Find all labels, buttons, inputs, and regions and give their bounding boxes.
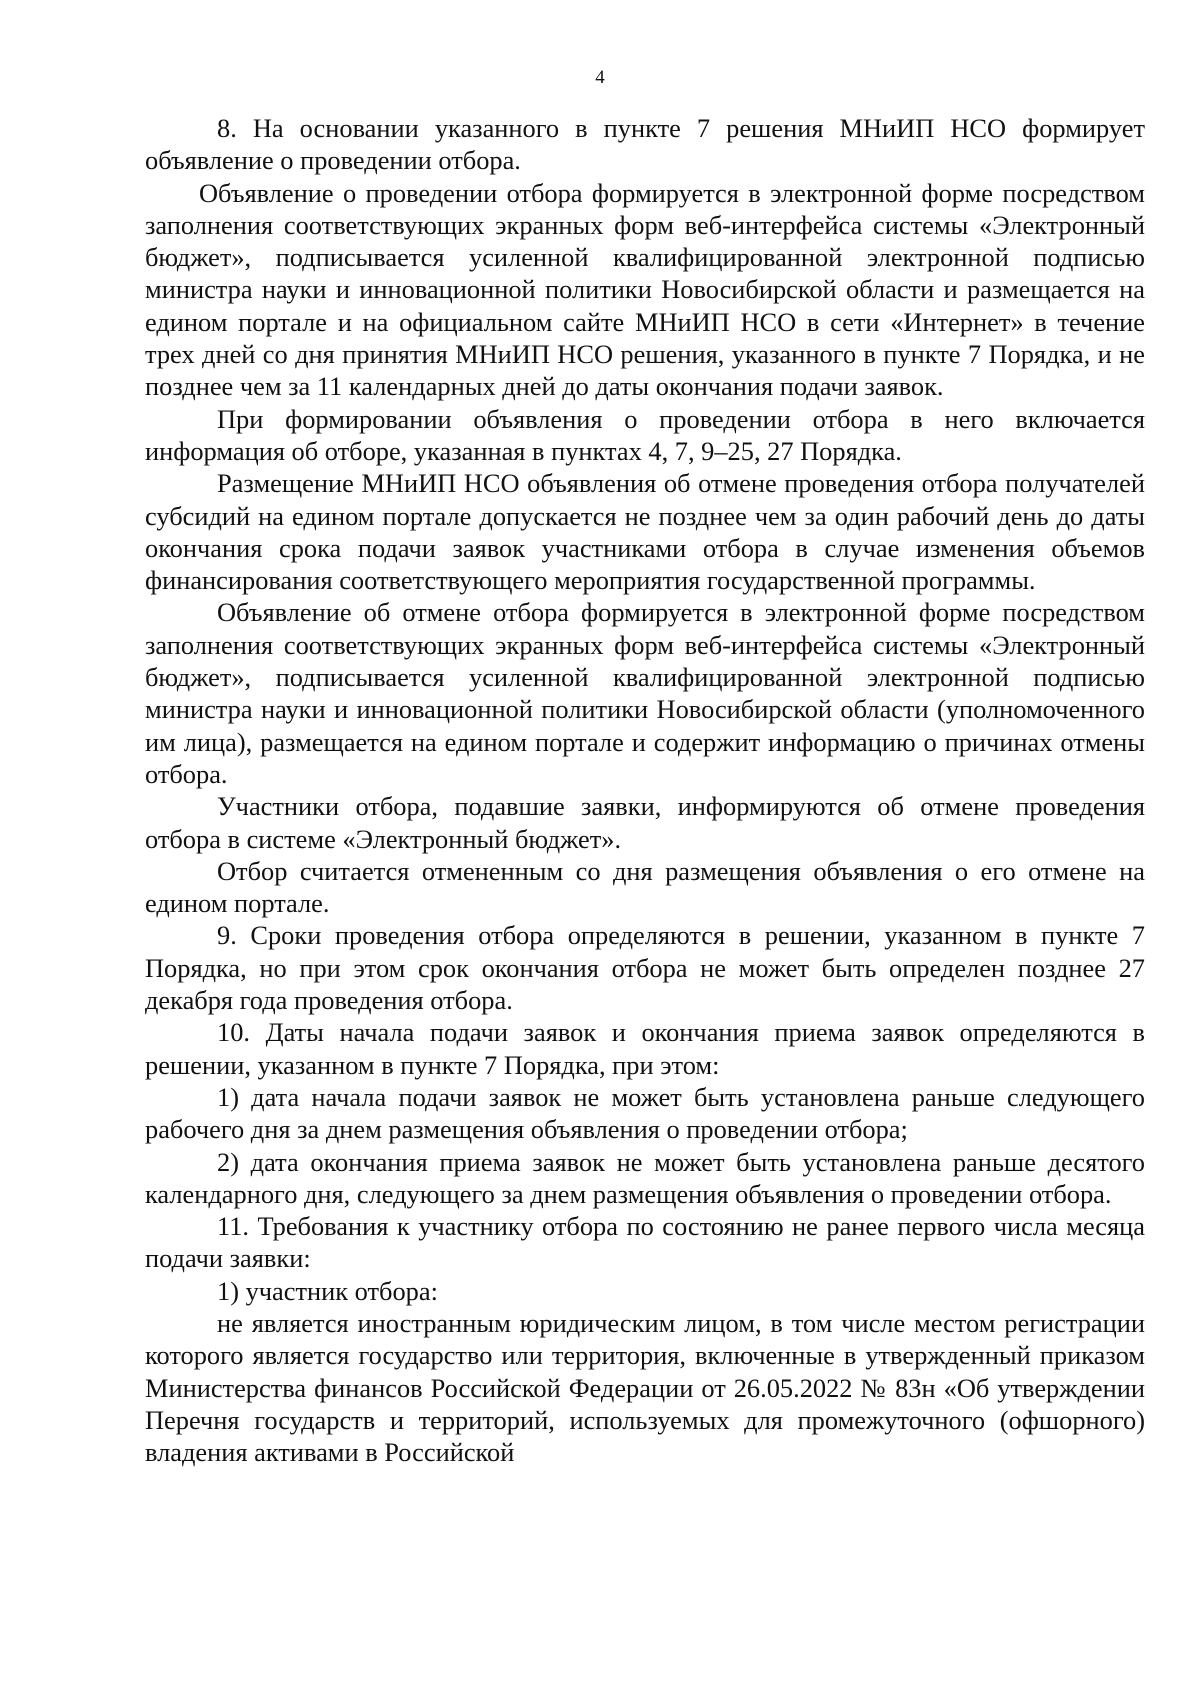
paragraph-cancellation-placement: Размещение МНиИП НСО объявления об отмене проведения отбора получателей субсидий на едином портале допускается не позднее чем за один рабочий день до даты окончания срока подачи заявок участниками отбора в случае изменения объемов финансирования соответствующего мероприятия государственной программы. <box>145 468 1145 596</box>
document-body <box>145 112 1145 1468</box>
paragraph-10-item-2: 2) дата окончания приема заявок не может быть установлена раньше десятого календарного дня, следующего за днем размещения объявления о проведении отбора. <box>145 1146 1145 1209</box>
paragraph-10-item-1: 1) дата начала подачи заявок не может быть установлена раньше следующего рабочего дня за днем размещения объявления о проведении отбора; <box>145 1081 1145 1145</box>
paragraph-participants-informed: Участники отбора, подавшие заявки, информируются об отмене проведения отбора в системе «Электронный бюджет». <box>145 791 1145 854</box>
paragraph-9: 9. Сроки проведения отбора определяются в решении, указанном в пункте 7 Порядка, но при этом срок окончания отбора не может быть определен позднее 27 декабря года проведения отбора. <box>145 920 1145 1016</box>
paragraph-11: 11. Требования к участнику отбора по состоянию не ранее первого числа месяца подачи заявки: <box>145 1211 1145 1274</box>
page-number: 4 <box>595 67 605 88</box>
paragraph-cancellation-effective: Отбор считается отмененным со дня размещения объявления о его отмене на едином портале. <box>145 855 1145 919</box>
paragraph-10: 10. Даты начала подачи заявок и окончания приема заявок определяются в решении, указанном в пункте 7 Порядка, при этом: <box>145 1017 1145 1080</box>
paragraph-announcement-content: При формировании объявления о проведении отбора в него включается информация об отборе, указанная в пунктах 4, 7, 9–25, 27 Порядка. <box>145 403 1145 466</box>
paragraph-announcement-form: Объявление о проведении отбора формируется в электронной форме посредством заполнения соответствующих экранных форм веб-интерфейса системы «Электронный бюджет», подписывается усиленной квалифицированной электронной подписью министра науки и инновационной политики Новосибирской области и размещается на едином портале и на официальном сайте МНиИП НСО в сети «Интернет» в течение трех дней со дня принятия МНиИП НСО решения, указанного в пункте 7 Порядка, и не позднее чем за 11 календарных дней до даты окончания подачи заявок. <box>145 177 1145 402</box>
paragraph-11-item-1-text: не является иностранным юридическим лицом, в том числе местом регистрации которого является государство или территория, включенные в утвержденный приказом Министерства финансов Российской Федерации от 26.05.2022 № 83н «Об утверждении Перечня государств и территорий, используемых для промежуточного (офшорного) владения активами в Российской <box>145 1307 1145 1468</box>
paragraph-11-item-1: 1) участник отбора: <box>217 1275 438 1306</box>
paragraph-8: 8. На основании указанного в пункте 7 решения МНиИП НСО формирует объявление о проведении отбора. <box>145 113 1145 176</box>
paragraph-cancellation-form: Объявление об отмене отбора формируется в электронной форме посредством заполнения соответствующих экранных форм веб-интерфейса системы «Электронный бюджет», подписывается усиленной квалифицированной электронной подписью министра науки и инновационной политики Новосибирской области (уполномоченного им лица), размещается на едином портале и содержит информацию о причинах отмены отбора. <box>145 597 1145 789</box>
